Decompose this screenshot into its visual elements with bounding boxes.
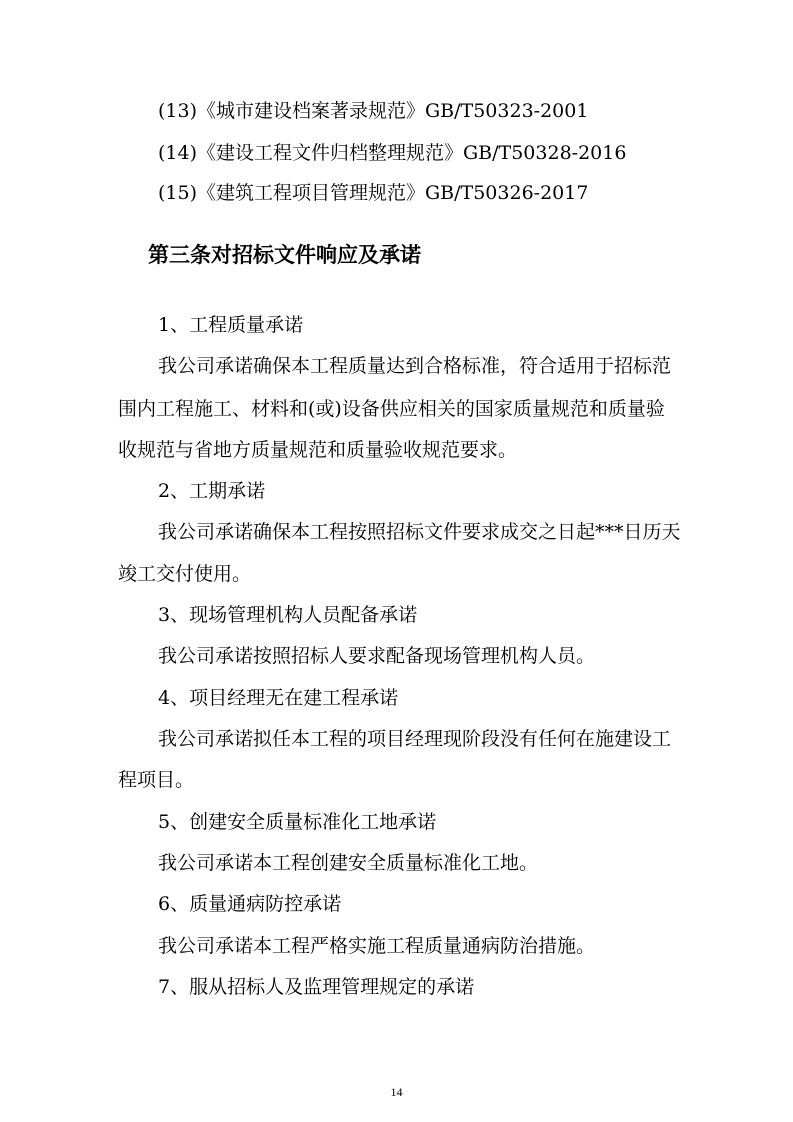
item-1-body-line: 收规范与省地方质量规范和质量验收规范要求。 bbox=[118, 439, 518, 461]
item-6-title: 6、质量通病防控承诺 bbox=[158, 893, 342, 915]
item-5-body-line: 我公司承诺本工程创建安全质量标准化工地。 bbox=[158, 852, 539, 874]
item-6-body-line: 我公司承诺本工程严格实施工程质量通病防治措施。 bbox=[158, 935, 596, 957]
item-2-body-line: 竣工交付使用。 bbox=[118, 563, 252, 585]
item-4-body-line: 程项目。 bbox=[118, 769, 195, 791]
item-4-title: 4、项目经理无在建工程承诺 bbox=[158, 687, 399, 709]
item-7-title: 7、服从招标人及监理管理规定的承诺 bbox=[158, 976, 475, 998]
item-1-body-line: 围内工程施工、材料和(或)设备供应相关的国家质量规范和质量验 bbox=[118, 398, 665, 420]
item-3-title: 3、现场管理机构人员配备承诺 bbox=[158, 604, 418, 626]
page-number: 14 bbox=[390, 1085, 403, 1099]
item-3-body-line: 我公司承诺按照招标人要求配备现场管理机构人员。 bbox=[158, 645, 596, 667]
item-2-body-line: 我公司承诺确保本工程按照招标文件要求成交之日起***日历天 bbox=[158, 521, 681, 543]
item-2-title: 2、工期承诺 bbox=[158, 480, 266, 502]
standard-item-15: (15)《建筑工程项目管理规范》GB/T50326-2017 bbox=[158, 182, 589, 204]
item-5-title: 5、创建安全质量标准化工地承诺 bbox=[158, 811, 437, 833]
item-4-body-line: 我公司承诺拟任本工程的项目经理现阶段没有任何在施建设工 bbox=[158, 728, 672, 750]
item-1-body-line: 我公司承诺确保本工程质量达到合格标准，符合适用于招标范 bbox=[158, 355, 672, 377]
standard-item-14: (14)《建设工程文件归档整理规范》GB/T50328-2016 bbox=[158, 142, 627, 164]
section-heading: 第三条对招标文件响应及承诺 bbox=[148, 242, 421, 267]
item-1-title: 1、工程质量承诺 bbox=[158, 314, 304, 336]
standard-item-13: (13)《城市建设档案著录规范》GB/T50323-2001 bbox=[158, 100, 589, 122]
